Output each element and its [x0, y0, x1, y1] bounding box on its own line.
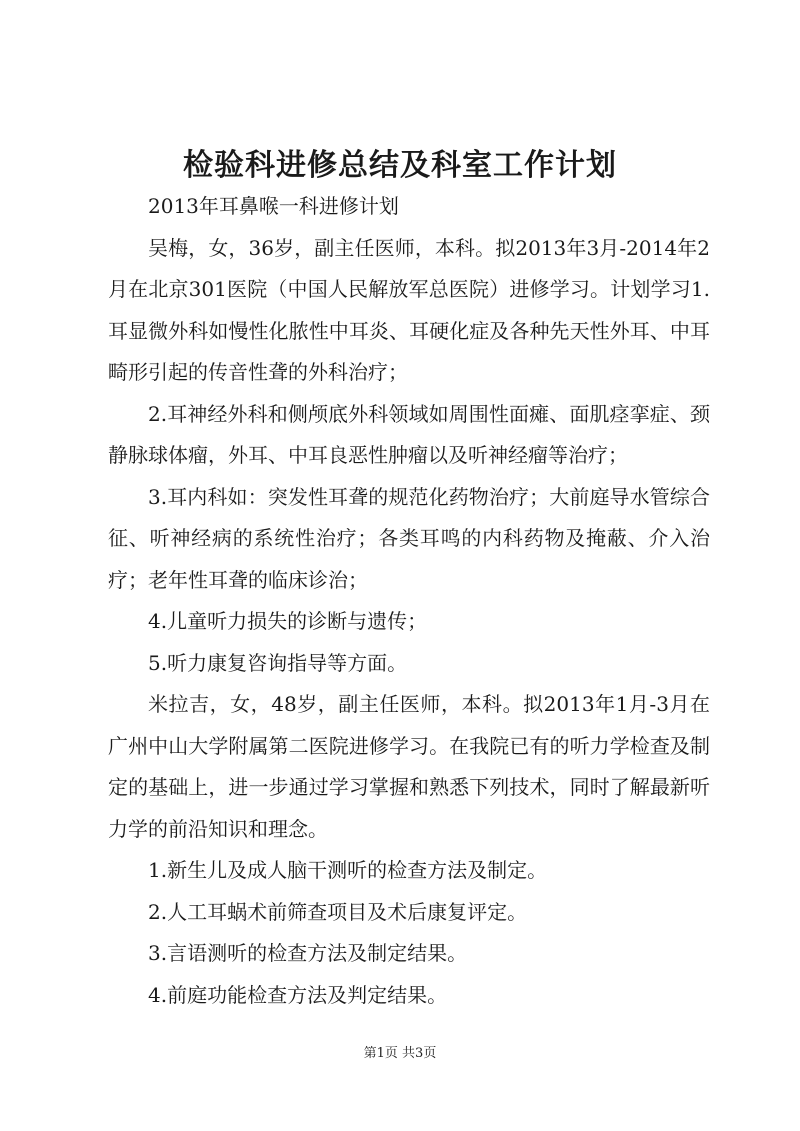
paragraph: 3.言语测听的检查方法及制定结果。 [148, 941, 468, 965]
paragraph: 5.听力康复咨询指导等方面。 [148, 650, 408, 675]
paragraph: 4.儿童听力损失的诊断与遗传； [148, 609, 428, 633]
paragraph: 1.新生儿及成人脑干测听的检查方法及制定。 [148, 858, 548, 882]
document-title: 检验科进修总结及科室工作计划 [183, 148, 617, 183]
document-body [108, 186, 710, 1016]
paragraph: 2013年耳鼻喉一科进修计划 [148, 194, 399, 218]
page-number-footer: 第1页 共3页 [363, 1046, 437, 1061]
paragraph: 吴梅，女，36岁，副主任医师，本科。拟2013年3月-2014年2月在北京301医院（中国人民解放军总医院）进修学习。计划学习1.耳显微外科如慢性化脓性中耳炎、耳硬化症及各种先天性外耳、中耳畸形引起的传音性聋的外科治疗； [108, 235, 710, 384]
paragraph: 2.人工耳蜗术前筛查项目及术后康复评定。 [148, 899, 528, 924]
paragraph: 4.前庭功能检查方法及判定结果。 [148, 982, 448, 1007]
paragraph: 2.耳神经外科和侧颅底外科领域如周围性面瘫、面肌痉挛症、颈静脉球体瘤，外耳、中耳良恶性肿瘤以及听神经瘤等治疗； [108, 401, 710, 467]
paragraph: 3.耳内科如：突发性耳聋的规范化药物治疗；大前庭导水管综合征、听神经病的系统性治疗；各类耳鸣的内科药物及掩蔽、介入治疗；老年性耳聋的临床诊治； [108, 484, 710, 592]
paragraph: 米拉吉，女，48岁，副主任医师，本科。拟2013年1月-3月在广州中山大学附属第二医院进修学习。在我院已有的听力学检查及制定的基础上，进一步通过学习掌握和熟悉下列技术，同时了解最新听力学的前沿知识和理念。 [108, 692, 710, 841]
